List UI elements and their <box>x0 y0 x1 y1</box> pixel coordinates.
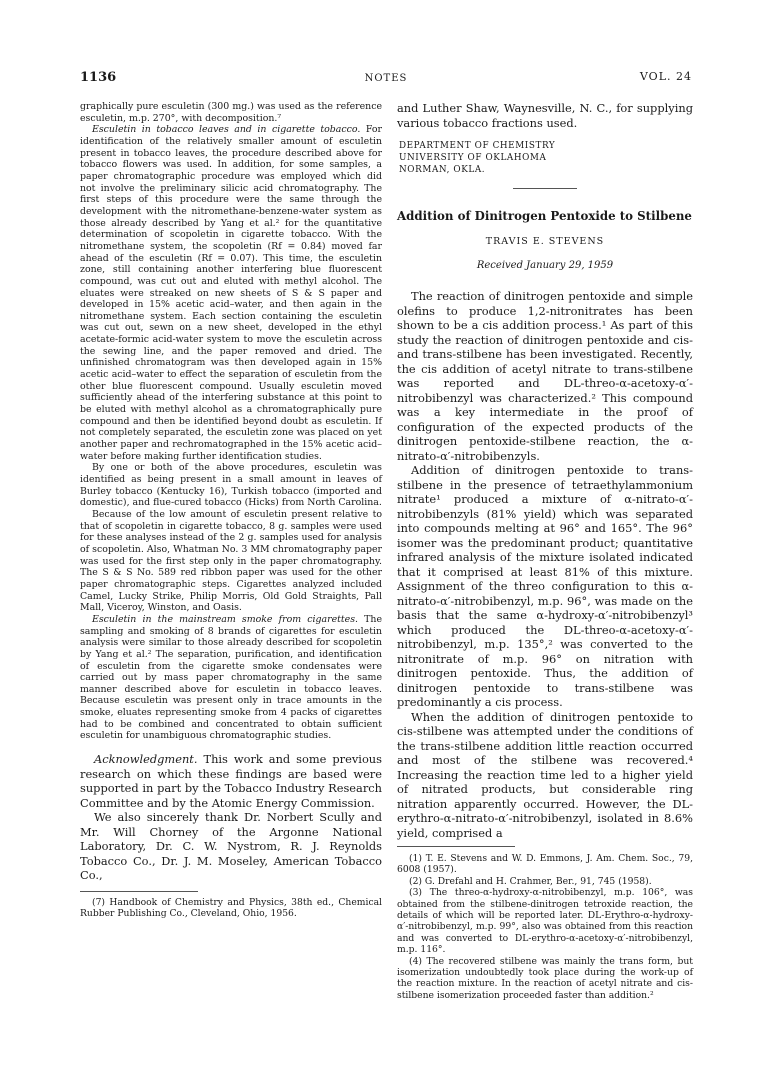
paragraph-tobacco-types: By one or both of the above procedures, esculetin was identified as being present in a small amount in leaves of Burley tobacco (Kentucky 16), Turkish tobacco (imported and domestic), and flue-cured tobacco (Hicks) from North Carolina. <box>80 462 382 509</box>
right-column <box>397 101 693 1001</box>
esculetin-article-text <box>80 101 382 742</box>
body-tobacco-leaves: For identification of the relatively smaller amount of esculetin present in tobacco leaves, the procedure described above for tobacco flowers was used. In addition, for some samples, a paper chromatographic procedure was employed which did not involve the preliminary silicic acid chromatography. The first steps of this procedure were the same through the development with the nitromethane-benzene-water system as those already described by Yang et al.² for the quantitative determination of scopoletin in cigarette tobacco. With the nitromethane system, the scopoletin (Rf = 0.84) moved far ahead of the esculetin (Rf = 0.07). This time, the esculetin zone, still containing another interfering blue fluorescent compound, was cut out and eluted with methyl alcohol. The eluates were streaked on new sheets of S & S paper and developed in 15% acetic acid–water, and then again in the nitromethane system. Each section containing the esculetin was cut out, sewn on a new sheet, developed in the ethyl acetate-formic acid-water system to move the esculetin across the sewing line, and the paper removed and dried. The unfinished chromatogram was then developed again in 15% acetic acid–water to effect the separation of esculetin from the other blue fluorescent compound. Usually esculetin moved sufficiently ahead of the interfering substance at this point to be eluted with methyl alcohol as a chromatographically pure compound and then be identified beyond doubt as esculetin. If not completely separated, the esculetin zone was placed on yet another paper and rechromatographed in the 15% acetic acid–water before making further identification studies. <box>80 124 382 462</box>
footnote-1: (1) T. E. Stevens and W. D. Emmons, J. Am. Chem. Soc., 79, 6008 (1957). <box>397 853 693 876</box>
paragraph-cigarette-samples: Because of the low amount of esculetin present relative to that of scopoletin in cigarette tobacco, 8 g. samples were used for these analyses instead of the 2 g. samples used for analysis of scopoletin. Also, Whatman No. 3 MM chromatography paper was used for the first step only in the paper chromatography. The S & S No. 589 red ribbon paper was used for the other paper chromatographic steps. Cigarettes analyzed included Camel, Lucky Strike, Philip Morris, Old Gold Straights, Pall Mall, Viceroy, Winston, and Oasis. <box>80 508 382 614</box>
article-title: Addition of Dinitrogen Pentoxide to Stilbene <box>397 209 692 223</box>
body-acknowledgment: This work and some previous research on which these findings are based were supported in part by the Tobacco Industry Research Committee and by the Atomic Energy Commission. <box>80 752 382 810</box>
affiliation <box>399 140 693 176</box>
footnote-2: (2) G. Drefahl and H. Crahmer, Ber., 91, 745 (1958). <box>409 875 652 887</box>
received-date: Received January 29, 1959 <box>476 260 614 271</box>
stilbene-article-text <box>397 289 693 840</box>
footnote-7: (7) Handbook of Chemistry and Physics, 38th ed., Chemical Rubber Publishing Co., Cleveland, Ohio, 1956. <box>80 896 382 919</box>
paragraph-cis-stilbene: When the addition of dinitrogen pentoxide to cis-stilbene was attempted under the conditions of the trans-stilbene addition little reaction occurred and most of the stilbene was recovered.⁴ Increasing the reaction time led to a higher yield of nitrated products, but considerable ring nitration apparently occurred. However, the DL-erythro-α-nitrato-α′-nitrobibenzyl, isolated in 8.6% yield, comprised a <box>397 709 693 840</box>
body-mainstream-smoke: The sampling and smoking of 8 brands of cigarettes for esculetin analysis were similar to those already described for scopoletin by Yang et al.² The separation, purification, and identification of esculetin from the cigarette smoke condensates were carried out by mass paper chromatography in the same manner described above for esculetin in tobacco leaves. Because esculetin was present only in trace amounts in the smoke, eluates representing smoke from 4 packs of cigarettes had to be combined and concentrated to obtain sufficient esculetin for unambiguous chromatographic studies. <box>80 613 382 742</box>
footnotes-right <box>397 853 693 1001</box>
paragraph-acknowledgment <box>80 752 382 810</box>
footnote-4: (4) The recovered stilbene was mainly the trans form, but isomerization undoubtedly took place during the work-up of the reaction mixture. In the reaction of acetyl nitrate and cis-stilbene isomerization proceeded faster than addition.² <box>397 955 693 1001</box>
running-header <box>80 70 692 90</box>
affiliation-university: UNIVERSITY OF OKLAHOMA <box>399 153 547 163</box>
paragraph-mainstream-smoke <box>80 614 382 742</box>
affiliation-department: DEPARTMENT OF CHEMISTRY <box>399 141 556 151</box>
footnotes-left <box>80 897 382 920</box>
paragraph-thanks-continued: and Luther Shaw, Waynesville, N. C., for supplying various tobacco fractions used. <box>397 101 693 130</box>
acknowledgment-block <box>80 752 382 883</box>
page-number: 1136 <box>80 70 117 85</box>
section-name: NOTES <box>364 73 408 84</box>
footnote-divider-right <box>397 846 515 847</box>
paragraph-tobacco-leaves <box>80 124 382 462</box>
subheading-acknowledgment: Acknowledgment. <box>94 752 198 767</box>
left-column <box>80 101 382 919</box>
volume-label: VOL. 24 <box>639 70 692 83</box>
paragraph-trans-stilbene: Addition of dinitrogen pentoxide to trans-stilbene in the presence of tetraethylammonium nitrate¹ produced a mixture of α-nitrato-α′-nitrobibenzyls (81% yield) which was separated into compounds melting at 96° and 165°. The 96° isomer was the predominant product; quantitative infrared analysis of the mixture isolated indicated that it comprised at least 81% of this mixture. Assignment of the threo configuration to this α-nitrato-α′-nitrobibenzyl, m.p. 96°, was made on the basis that the same α-hydroxy-α′-nitrobibenzyl³ which produced the DL-threo-α-acetoxy-α′-nitrobibenzyl, m.p. 135°,² was converted to the nitronitrate of m.p. 96° on nitration with dinitrogen pentoxide. Thus, the addition of dinitrogen pentoxide to trans-stilbene was predominantly a cis process. <box>397 463 693 709</box>
footnote-3: (3) The threo-α-hydroxy-α-nitrobibenzyl, m.p. 106°, was obtained from the stilbene-dinitrogen tetroxide reaction, the details of which will be reported later. DL-Erythro-α-hydroxy-α′-nitrobibenzyl, m.p. 99°, also was obtained from this reaction and was converted to DL-erythro-α-acetoxy-α′-nitrobibenzyl, m.p. 116°. <box>397 887 693 956</box>
subheading-tobacco-leaves: Esculetin in tobacco leaves and in cigarette tobacco. <box>92 124 361 136</box>
paragraph-thanks: We also sincerely thank Dr. Norbert Scully and Mr. Will Chorney of the Argonne National Laboratory, Dr. C. W. Nystrom, R. J. Reynolds Tobacco Co., Dr. J. M. Moseley, American Tobacco Co., <box>80 810 382 883</box>
paragraph-reference-esculetin: graphically pure esculetin (300 mg.) was used as the reference esculetin, m.p. 270°, with decomposition.⁷ <box>80 101 382 124</box>
paragraph-introduction: The reaction of dinitrogen pentoxide and simple olefins to produce 1,2-nitronitrates has been shown to be a cis addition process.¹ As part of this study the reaction of dinitrogen pentoxide and cis- and trans-stilbene has been investigated. Recently, the cis addition of acetyl nitrate to trans-stilbene was reported and DL-threo-α-acetoxy-α′-nitrobibenzyl was characterized.² This compound was a key intermediate in the proof of configuration of the expected products of the dinitrogen pentoxide-stilbene reaction, the α-nitrato-α′-nitrobibenzyls. <box>397 289 693 463</box>
article-author: TRAVIS E. STEVENS <box>485 236 605 247</box>
subheading-mainstream-smoke: Esculetin in the mainstream smoke from cigarettes. <box>92 613 358 625</box>
thanks-continued-block <box>397 101 693 130</box>
footnote-divider-left <box>80 891 198 892</box>
affiliation-location: NORMAN, OKLA. <box>399 165 486 175</box>
article-separator <box>513 188 577 189</box>
